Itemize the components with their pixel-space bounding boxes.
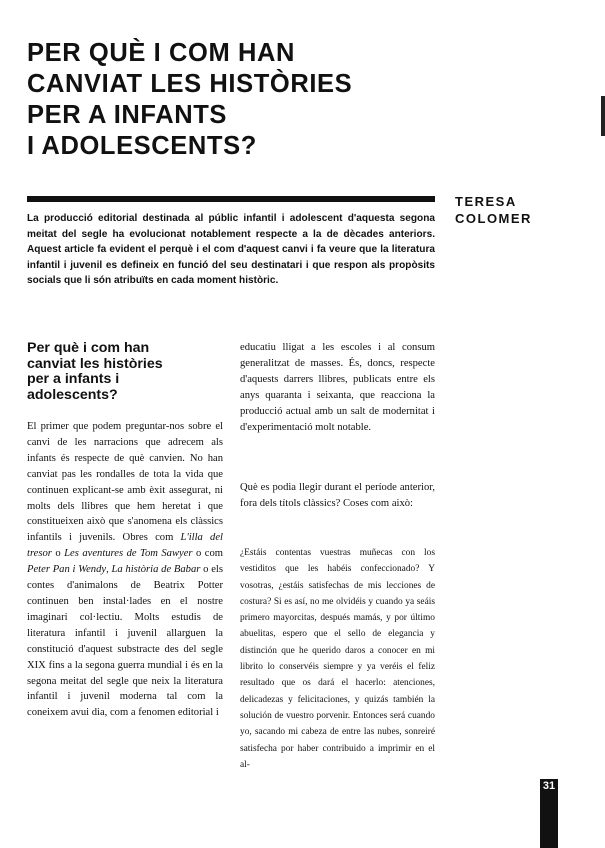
author-line: TERESA bbox=[455, 194, 517, 209]
title-line: PER A INFANTS bbox=[27, 101, 228, 129]
section-heading-line: adolescents? bbox=[27, 386, 118, 403]
author-name bbox=[455, 193, 532, 227]
section-heading-line: Per què i com han bbox=[27, 340, 150, 356]
book-title: Les aventures de Tom Sawyer bbox=[64, 548, 193, 560]
title-line: PER QUÈ I COM HAN bbox=[27, 39, 296, 67]
page-edge-mark bbox=[601, 96, 605, 136]
author-line: COLOMER bbox=[455, 211, 532, 226]
book-title: L'illa del tresor bbox=[27, 532, 224, 560]
book-title: Peter Pan i Wendy bbox=[27, 564, 107, 576]
body-text: , bbox=[106, 564, 112, 576]
page-number: 31 bbox=[542, 780, 556, 792]
body-text: o els contes d'animalons de Beatrix Potter continuen ben instal·lades en el nostre imaginari col·lectiu. Molts estudis de literatura infantil i juvenil allarguen la constitució d'aquest substracte des del segle XIX fins a la segona guerra mundial i és en la segona meitat del segle que neix la literatura infantil i juvenil moderna tal com la coneixem avui dia, com a fenomen editorial i bbox=[27, 564, 223, 719]
book-title: La història de Babar bbox=[111, 564, 201, 576]
body-right-column-paragraph: educatiu lligat a les escoles i al consum generalitzat de masses. És, doncs, respecte d'aquests darrers llibres, publicats entre els anys quaranta i seixanta, que reacciona la producció actual amb un salt de modernitat i d'experimentació molt notable. bbox=[240, 342, 435, 433]
article-abstract: La producció editorial destinada al públic infantil i adolescent d'aquesta segona meitat del segle ha evolucionat notablement respecte a la de dècades anteriors. Aquest article fa evident el perquè i el com d'aquest canvi i fa veure que la literatura infantil i juvenil es defineix en funció del seu destinatari i que respon als propòsits socials que li són atribuïts en cada moment històric. bbox=[27, 213, 435, 286]
title-line: I ADOLESCENTS? bbox=[27, 132, 257, 160]
body-text: El primer que podem preguntar-nos sobre el canvi de les narracions que adrecem als infants és respecte de què canvien. No han canviat pas les rondalles de tota la vida que continuen explicant-se amb èxit assegurat, ni molts dels llibres que hem heretat i que constitueixen això que s'anomena els clàssics infantils i juvenils. Obres com bbox=[27, 421, 223, 544]
title-line: CANVIAT LES HISTÒRIES bbox=[27, 70, 353, 98]
section-heading bbox=[27, 341, 227, 403]
body-text: o com bbox=[192, 548, 224, 560]
body-text: o bbox=[51, 548, 65, 560]
title-rule bbox=[27, 196, 435, 202]
body-right-column-paragraph: Què es podia llegir durant el període anterior, fora dels títols clàssics? Coses com això: bbox=[240, 482, 435, 509]
article-title bbox=[27, 38, 427, 162]
block-quote: ¿Estáis contentas vuestras muñecas con los vestiditos que les habéis confeccionado? Y vosotras, ¿estáis satisfechas de mis lecciones de costura? Si es así, no me olvidéis y cuando ya seáis primero mayorcitas, después mamás, y por último abuelitas, espero que el sello de elegancia y distinción que he querido daros a conocer en mi librito lo conservéis siempre y ya veréis el feliz resultado que os dará el hacerlo: atenciones, delicadezas y felicitaciones, y quizás también la solución de vuestro porvenir. Entonces será cuando yo, sacando mi cabeza de entre las nubes, sonreiré satisfecha por haber contribuido a imprimir en el al- bbox=[240, 548, 435, 770]
section-heading-line: per a infants i bbox=[27, 371, 120, 387]
body-left-column bbox=[27, 419, 223, 721]
section-heading-line: canviat les històries bbox=[27, 355, 163, 372]
